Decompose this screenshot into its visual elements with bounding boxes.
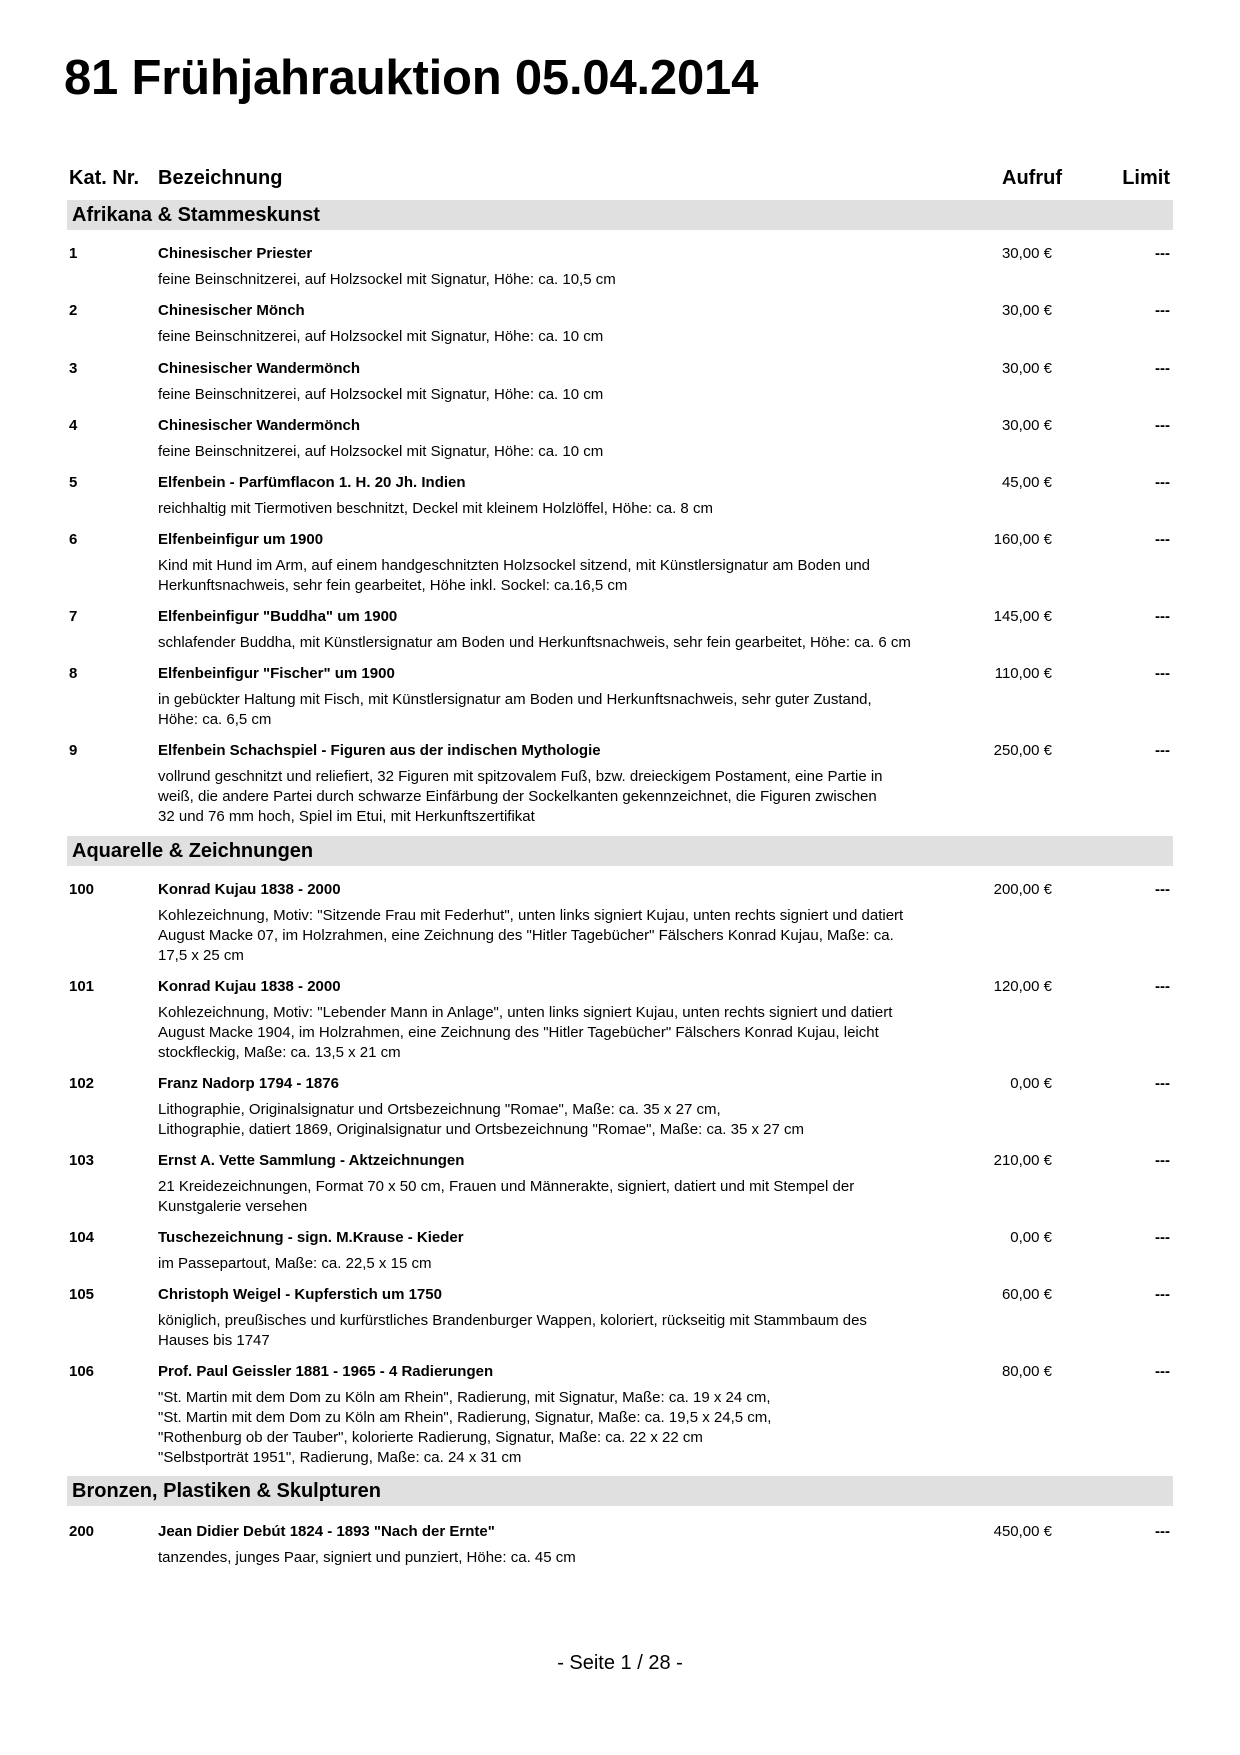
section-header bbox=[67, 1476, 1173, 1506]
item-description: im Passepartout, Maße: ca. 22,5 x 15 cm bbox=[158, 1255, 432, 1272]
page-number: - Seite 1 / 28 - bbox=[557, 1652, 683, 1674]
item-description: Lithographie, Originalsignatur und Ortsbezeichnung "Romae", Maße: ca. 35 x 27 cm, Lithographie, datiert 1869, Originalsignatur und Ortsbezeichnung "Romae", Maße: ca. 35 x 27 cm bbox=[158, 1101, 805, 1138]
item-description: 21 Kreidezeichnungen, Format 70 x 50 cm, Frauen und Männerakte, signiert, datiert und mit Stempel der Kunstgalerie versehen bbox=[158, 1178, 855, 1215]
item-price: 160,00 € bbox=[993, 531, 1052, 548]
item-number: 3 bbox=[69, 360, 78, 377]
item-name: Elfenbeinfigur "Buddha" um 1900 bbox=[158, 608, 398, 625]
item-price: 145,00 € bbox=[993, 608, 1052, 625]
item-limit: --- bbox=[1155, 1229, 1170, 1246]
item-description: "St. Martin mit dem Dom zu Köln am Rhein", Radierung, mit Signatur, Maße: ca. 19 x 24 cm, "St. Martin mit dem Dom zu Köln am Rhein", Radierung, Signatur, Maße: ca. 19,5 x 24,5 cm, "Rothenburg ob der Tauber", kolorierte Radierung, Signatur, Maße: ca. 22 x 22 cm "Selbstporträt 1951", Radierung, Maße: ca. 24 x 31 cm bbox=[158, 1389, 772, 1466]
item-number: 106 bbox=[69, 1363, 95, 1380]
item-limit: --- bbox=[1155, 1286, 1170, 1303]
item-number: 103 bbox=[69, 1152, 95, 1169]
item-name: Franz Nadorp 1794 - 1876 bbox=[158, 1075, 339, 1092]
item-limit: --- bbox=[1155, 1523, 1170, 1540]
item-limit: --- bbox=[1155, 742, 1170, 759]
section-label: Aquarelle & Zeichnungen bbox=[72, 840, 314, 862]
item-name: Prof. Paul Geissler 1881 - 1965 - 4 Radierungen bbox=[158, 1363, 494, 1380]
item-name: Chinesischer Priester bbox=[158, 245, 313, 262]
item-price: 60,00 € bbox=[1001, 1286, 1052, 1303]
item-name: Christoph Weigel - Kupferstich um 1750 bbox=[158, 1286, 442, 1303]
item-limit: --- bbox=[1155, 302, 1170, 319]
item-number: 1 bbox=[69, 245, 78, 262]
item-name: Elfenbeinfigur um 1900 bbox=[158, 531, 324, 548]
item-name: Konrad Kujau 1838 - 2000 bbox=[158, 978, 341, 995]
item-limit: --- bbox=[1155, 360, 1170, 377]
item-price: 0,00 € bbox=[1010, 1229, 1052, 1246]
item-description: Kohlezeichnung, Motiv: "Sitzende Frau mit Federhut", unten links signiert Kujau, unten rechts signiert und datiert August Macke 07, im Holzrahmen, eine Zeichnung des "Hitler Tagebücher" Fälschers Konrad Kujau, Maße: ca. 17,5 x 25 cm bbox=[158, 907, 904, 964]
item-price: 30,00 € bbox=[1001, 360, 1052, 377]
item-description: Kohlezeichnung, Motiv: "Lebender Mann in Anlage", unten links signiert Kujau, unten rechts signiert und datiert August Macke 1904, im Holzrahmen, eine Zeichnung des "Hitler Tagebücher" Fälschers Konrad Kujau, leicht stockfleckig, Maße: ca. 13,5 x 21 cm bbox=[158, 1004, 893, 1061]
item-price: 0,00 € bbox=[1010, 1075, 1052, 1092]
item-number: 102 bbox=[69, 1075, 95, 1092]
item-limit: --- bbox=[1155, 245, 1170, 262]
item-description: feine Beinschnitzerei, auf Holzsockel mit Signatur, Höhe: ca. 10,5 cm bbox=[158, 271, 616, 288]
column-header-aufruf: Aufruf bbox=[1002, 167, 1062, 189]
item-number: 7 bbox=[69, 608, 78, 625]
item-name: Jean Didier Debút 1824 - 1893 "Nach der Ernte" bbox=[158, 1523, 495, 1540]
item-description: feine Beinschnitzerei, auf Holzsockel mit Signatur, Höhe: ca. 10 cm bbox=[158, 443, 604, 460]
item-description: tanzendes, junges Paar, signiert und punziert, Höhe: ca. 45 cm bbox=[158, 1549, 576, 1566]
item-number: 2 bbox=[69, 302, 78, 319]
item-number: 6 bbox=[69, 531, 78, 548]
section-header bbox=[67, 836, 1173, 866]
item-description: vollrund geschnitzt und reliefiert, 32 Figuren mit spitzovalem Fuß, bzw. dreieckigem Postament, eine Partie in weiß, die andere Partei durch schwarze Einfärbung der Sockelkanten gekennzeichnet, die Figuren zwischen 32 und 76 mm hoch, Spiel im Etui, mit Herkunftszertifikat bbox=[158, 768, 883, 825]
column-header-limit: Limit bbox=[1122, 167, 1170, 189]
item-limit: --- bbox=[1155, 978, 1170, 995]
item-number: 104 bbox=[69, 1229, 95, 1246]
column-header-nr: Kat. Nr. bbox=[69, 167, 140, 189]
item-number: 101 bbox=[69, 978, 95, 995]
item-limit: --- bbox=[1155, 417, 1170, 434]
item-description: in gebückter Haltung mit Fisch, mit Künstlersignatur am Boden und Herkunftsnachweis, sehr guter Zustand, Höhe: ca. 6,5 cm bbox=[158, 691, 872, 728]
item-name: Elfenbein - Parfümflacon 1. H. 20 Jh. Indien bbox=[158, 474, 466, 491]
page-title: 81 Frühjahrauktion 05.04.2014 bbox=[64, 51, 759, 105]
item-number: 105 bbox=[69, 1286, 95, 1303]
item-limit: --- bbox=[1155, 531, 1170, 548]
item-number: 100 bbox=[69, 881, 95, 898]
item-number: 8 bbox=[69, 665, 78, 682]
item-name: Chinesischer Wandermönch bbox=[158, 417, 360, 434]
section-label: Afrikana & Stammeskunst bbox=[72, 204, 320, 226]
item-number: 200 bbox=[69, 1523, 95, 1540]
item-name: Tuschezeichnung - sign. M.Krause - Kieder bbox=[158, 1229, 464, 1246]
item-price: 30,00 € bbox=[1001, 417, 1052, 434]
section-label: Bronzen, Plastiken & Skulpturen bbox=[72, 1480, 381, 1502]
item-limit: --- bbox=[1155, 665, 1170, 682]
item-description: feine Beinschnitzerei, auf Holzsockel mit Signatur, Höhe: ca. 10 cm bbox=[158, 386, 604, 403]
item-name: Chinesischer Mönch bbox=[158, 302, 305, 319]
item-limit: --- bbox=[1155, 881, 1170, 898]
item-name: Ernst A. Vette Sammlung - Aktzeichnungen bbox=[158, 1152, 465, 1169]
item-description: königlich, preußisches und kurfürstliches Brandenburger Wappen, koloriert, rückseitig mit Stammbaum des Hauses bis 1747 bbox=[158, 1312, 867, 1349]
item-price: 110,00 € bbox=[994, 665, 1052, 682]
item-price: 450,00 € bbox=[993, 1523, 1052, 1540]
item-description: feine Beinschnitzerei, auf Holzsockel mit Signatur, Höhe: ca. 10 cm bbox=[158, 328, 604, 345]
item-price: 80,00 € bbox=[1001, 1363, 1052, 1380]
item-price: 120,00 € bbox=[993, 978, 1052, 995]
item-name: Elfenbein Schachspiel - Figuren aus der indischen Mythologie bbox=[158, 742, 601, 759]
item-limit: --- bbox=[1155, 1075, 1170, 1092]
item-price: 200,00 € bbox=[993, 881, 1052, 898]
item-description: Kind mit Hund im Arm, auf einem handgeschnitzten Holzsockel sitzend, mit Künstlersignatur am Boden und Herkunftsnachweis, sehr fein gearbeitet, Höhe inkl. Sockel: ca.16,5 cm bbox=[158, 557, 871, 594]
item-name: Elfenbeinfigur "Fischer" um 1900 bbox=[158, 665, 395, 682]
item-limit: --- bbox=[1155, 1363, 1170, 1380]
item-price: 30,00 € bbox=[1001, 245, 1052, 262]
item-price: 45,00 € bbox=[1001, 474, 1052, 491]
item-description: reichhaltig mit Tiermotiven beschnitzt, Deckel mit kleinem Holzlöffel, Höhe: ca. 8 cm bbox=[158, 500, 713, 517]
item-price: 210,00 € bbox=[993, 1152, 1052, 1169]
section-header bbox=[67, 200, 1173, 230]
item-number: 4 bbox=[69, 417, 78, 434]
item-name: Chinesischer Wandermönch bbox=[158, 360, 360, 377]
item-number: 9 bbox=[69, 742, 78, 759]
item-limit: --- bbox=[1155, 608, 1170, 625]
item-limit: --- bbox=[1155, 1152, 1170, 1169]
item-number: 5 bbox=[69, 474, 78, 491]
item-name: Konrad Kujau 1838 - 2000 bbox=[158, 881, 341, 898]
item-price: 30,00 € bbox=[1001, 302, 1052, 319]
item-price: 250,00 € bbox=[993, 742, 1052, 759]
item-description: schlafender Buddha, mit Künstlersignatur am Boden und Herkunftsnachweis, sehr fein gearbeitet, Höhe: ca. 6 cm bbox=[158, 634, 911, 651]
column-header-bezeichnung: Bezeichnung bbox=[158, 167, 283, 189]
item-limit: --- bbox=[1155, 474, 1170, 491]
